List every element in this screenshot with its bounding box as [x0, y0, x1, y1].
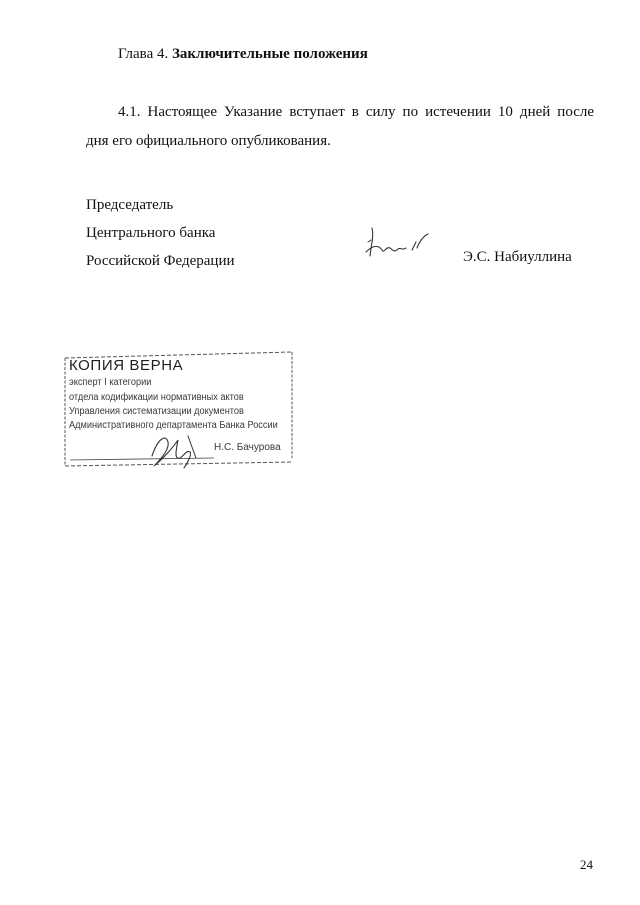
- position-line-2: Центрального банка: [86, 225, 216, 241]
- signatory-position: [86, 191, 235, 275]
- chapter-heading: [118, 44, 368, 64]
- copy-certified-stamp: [64, 350, 294, 470]
- clause-line-2: дня его официального опубликования.: [86, 133, 331, 149]
- chapter-prefix: Глава 4.: [118, 46, 169, 62]
- clause-line-1: 4.1. Настоящее Указание вступает в силу по истечении 10 дней после: [118, 104, 594, 120]
- signer-name: Э.С. Набиуллина: [463, 249, 572, 265]
- stamp-line-4: Административного департамента Банка России: [69, 420, 278, 431]
- stamp-name: Н.С. Бачурова: [214, 442, 281, 453]
- stamp-line-3: Управления систематизации документов: [69, 406, 244, 417]
- stamp-signature: [144, 428, 204, 472]
- chapter-title: Заключительные положения: [171, 46, 368, 62]
- handwritten-signature: [362, 222, 432, 268]
- position-line-1: Председатель: [86, 197, 174, 213]
- stamp-line-2: отдела кодификации нормативных актов: [69, 392, 244, 403]
- position-line-3: Российской Федерации: [86, 253, 235, 269]
- clause-paragraph: [86, 98, 594, 156]
- stamp-line-1: эксперт I категории: [69, 377, 152, 388]
- page-number: 24: [580, 857, 593, 872]
- stamp-title: КОПИЯ ВЕРНА: [69, 357, 184, 374]
